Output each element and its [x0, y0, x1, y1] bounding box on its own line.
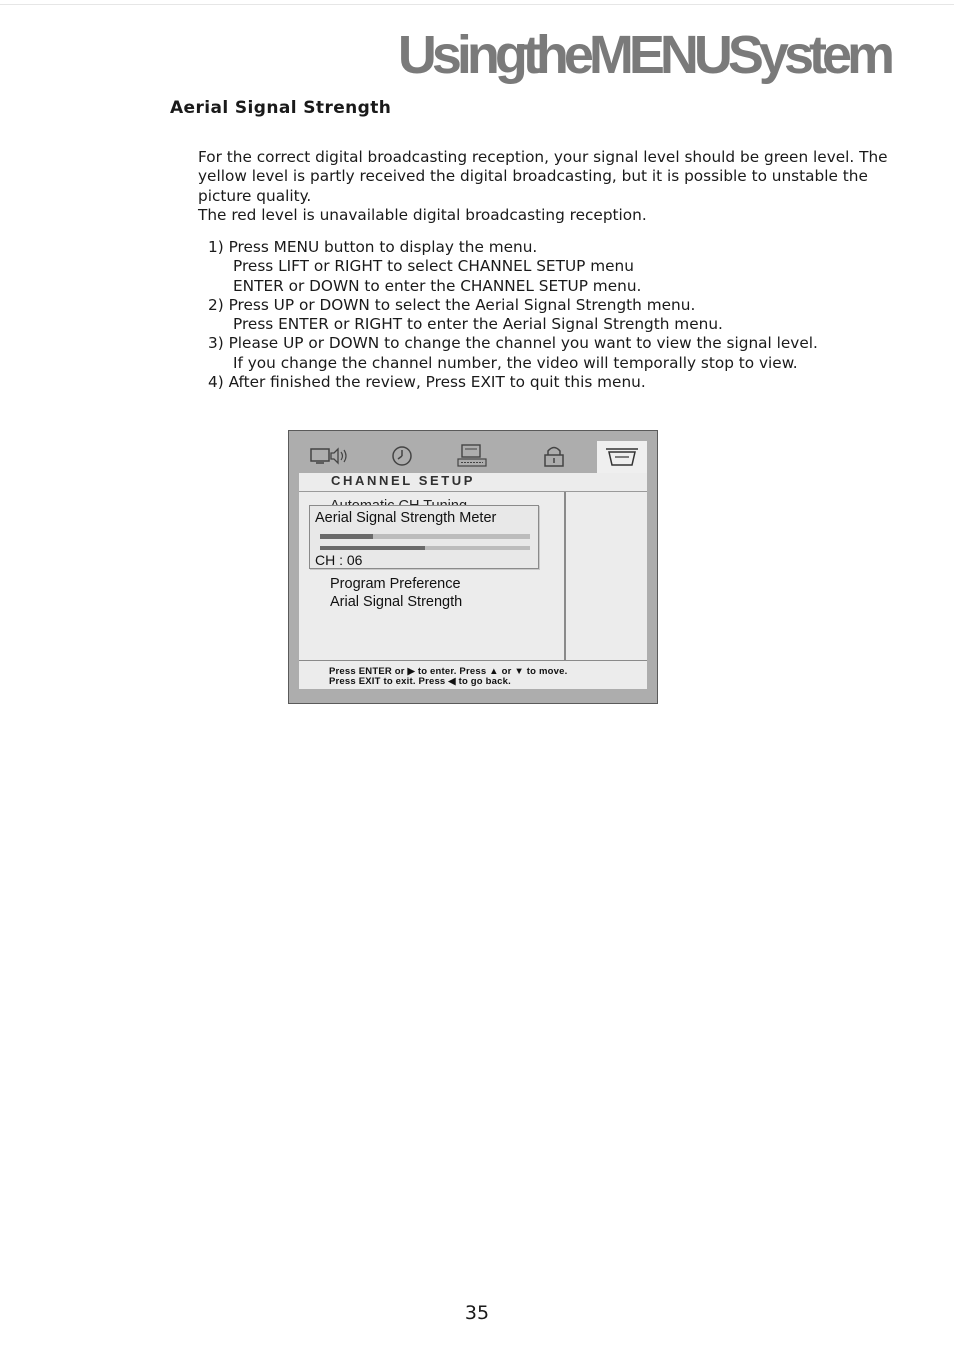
intro-paragraph: For the correct digital broadcasting reception, your signal level should be green level. The yellow level is partly received the digital broadcasting, but it is possible to unstable the picture quality.	[198, 148, 888, 205]
signal-level-bar	[320, 534, 530, 539]
osd-menu-item-partial	[330, 497, 467, 503]
osd-menu-list	[330, 575, 462, 611]
intro-paragraph: The red level is unavailable digital broadcasting reception.	[198, 205, 647, 224]
osd-help-line: Press EXIT to exit. Press ◀ to go back.	[329, 676, 511, 687]
osd-help-text	[329, 667, 567, 687]
osd-menu-item: Program Preference	[330, 576, 461, 592]
signal-level-fill	[320, 534, 373, 539]
osd-heading-rule	[299, 491, 647, 492]
lock-icon	[531, 441, 577, 471]
intro-text	[198, 148, 898, 225]
osd-panel	[299, 473, 647, 689]
step-main: 3) Please UP or DOWN to change the channel you want to view the signal level.	[208, 334, 818, 353]
top-rule	[0, 4, 954, 5]
osd-heading: CHANNEL SETUP	[331, 473, 476, 488]
osd-help-line: Press ENTER or ▶ to enter. Press ▲ or ▼ to move.	[329, 666, 568, 677]
osd-menu-item: Arial Signal Strength	[330, 594, 463, 610]
meter-title: Aerial Signal Strength Meter	[315, 510, 497, 526]
step-sub: If you change the channel number, the video will temporally stop to view.	[233, 353, 798, 372]
step-main: 4) After finished the review, Press EXIT to quit this menu.	[208, 373, 646, 392]
page-number: 35	[464, 1302, 490, 1324]
signal-quality-fill	[320, 546, 425, 550]
clock-icon	[379, 441, 425, 471]
steps-list	[208, 238, 908, 392]
section-title: Aerial Signal Strength	[170, 98, 392, 118]
keyboard-icon	[449, 441, 495, 471]
tv-audio-icon	[307, 441, 353, 471]
step-sub: ENTER or DOWN to enter the CHANNEL SETUP menu.	[233, 276, 642, 295]
osd-tab-bar	[299, 441, 647, 471]
step-main: 2) Press UP or DOWN to select the Aerial Signal Strength menu.	[208, 295, 696, 314]
osd-column-divider	[564, 492, 566, 660]
chapter-header: UsingtheMENUSystem	[397, 25, 890, 85]
channel-setup-icon	[597, 441, 647, 473]
step-main: 1) Press MENU button to display the menu.	[208, 238, 538, 256]
channel-readout: CH : 06	[315, 552, 363, 568]
osd-help-rule	[299, 660, 647, 661]
step-sub: Press LIFT or RIGHT to select CHANNEL SETUP menu	[233, 257, 634, 276]
osd-screenshot	[288, 430, 658, 704]
signal-strength-meter-popup	[309, 505, 539, 569]
step-sub: Press ENTER or RIGHT to enter the Aerial Signal Strength menu.	[233, 315, 723, 334]
signal-quality-bar	[320, 546, 530, 550]
